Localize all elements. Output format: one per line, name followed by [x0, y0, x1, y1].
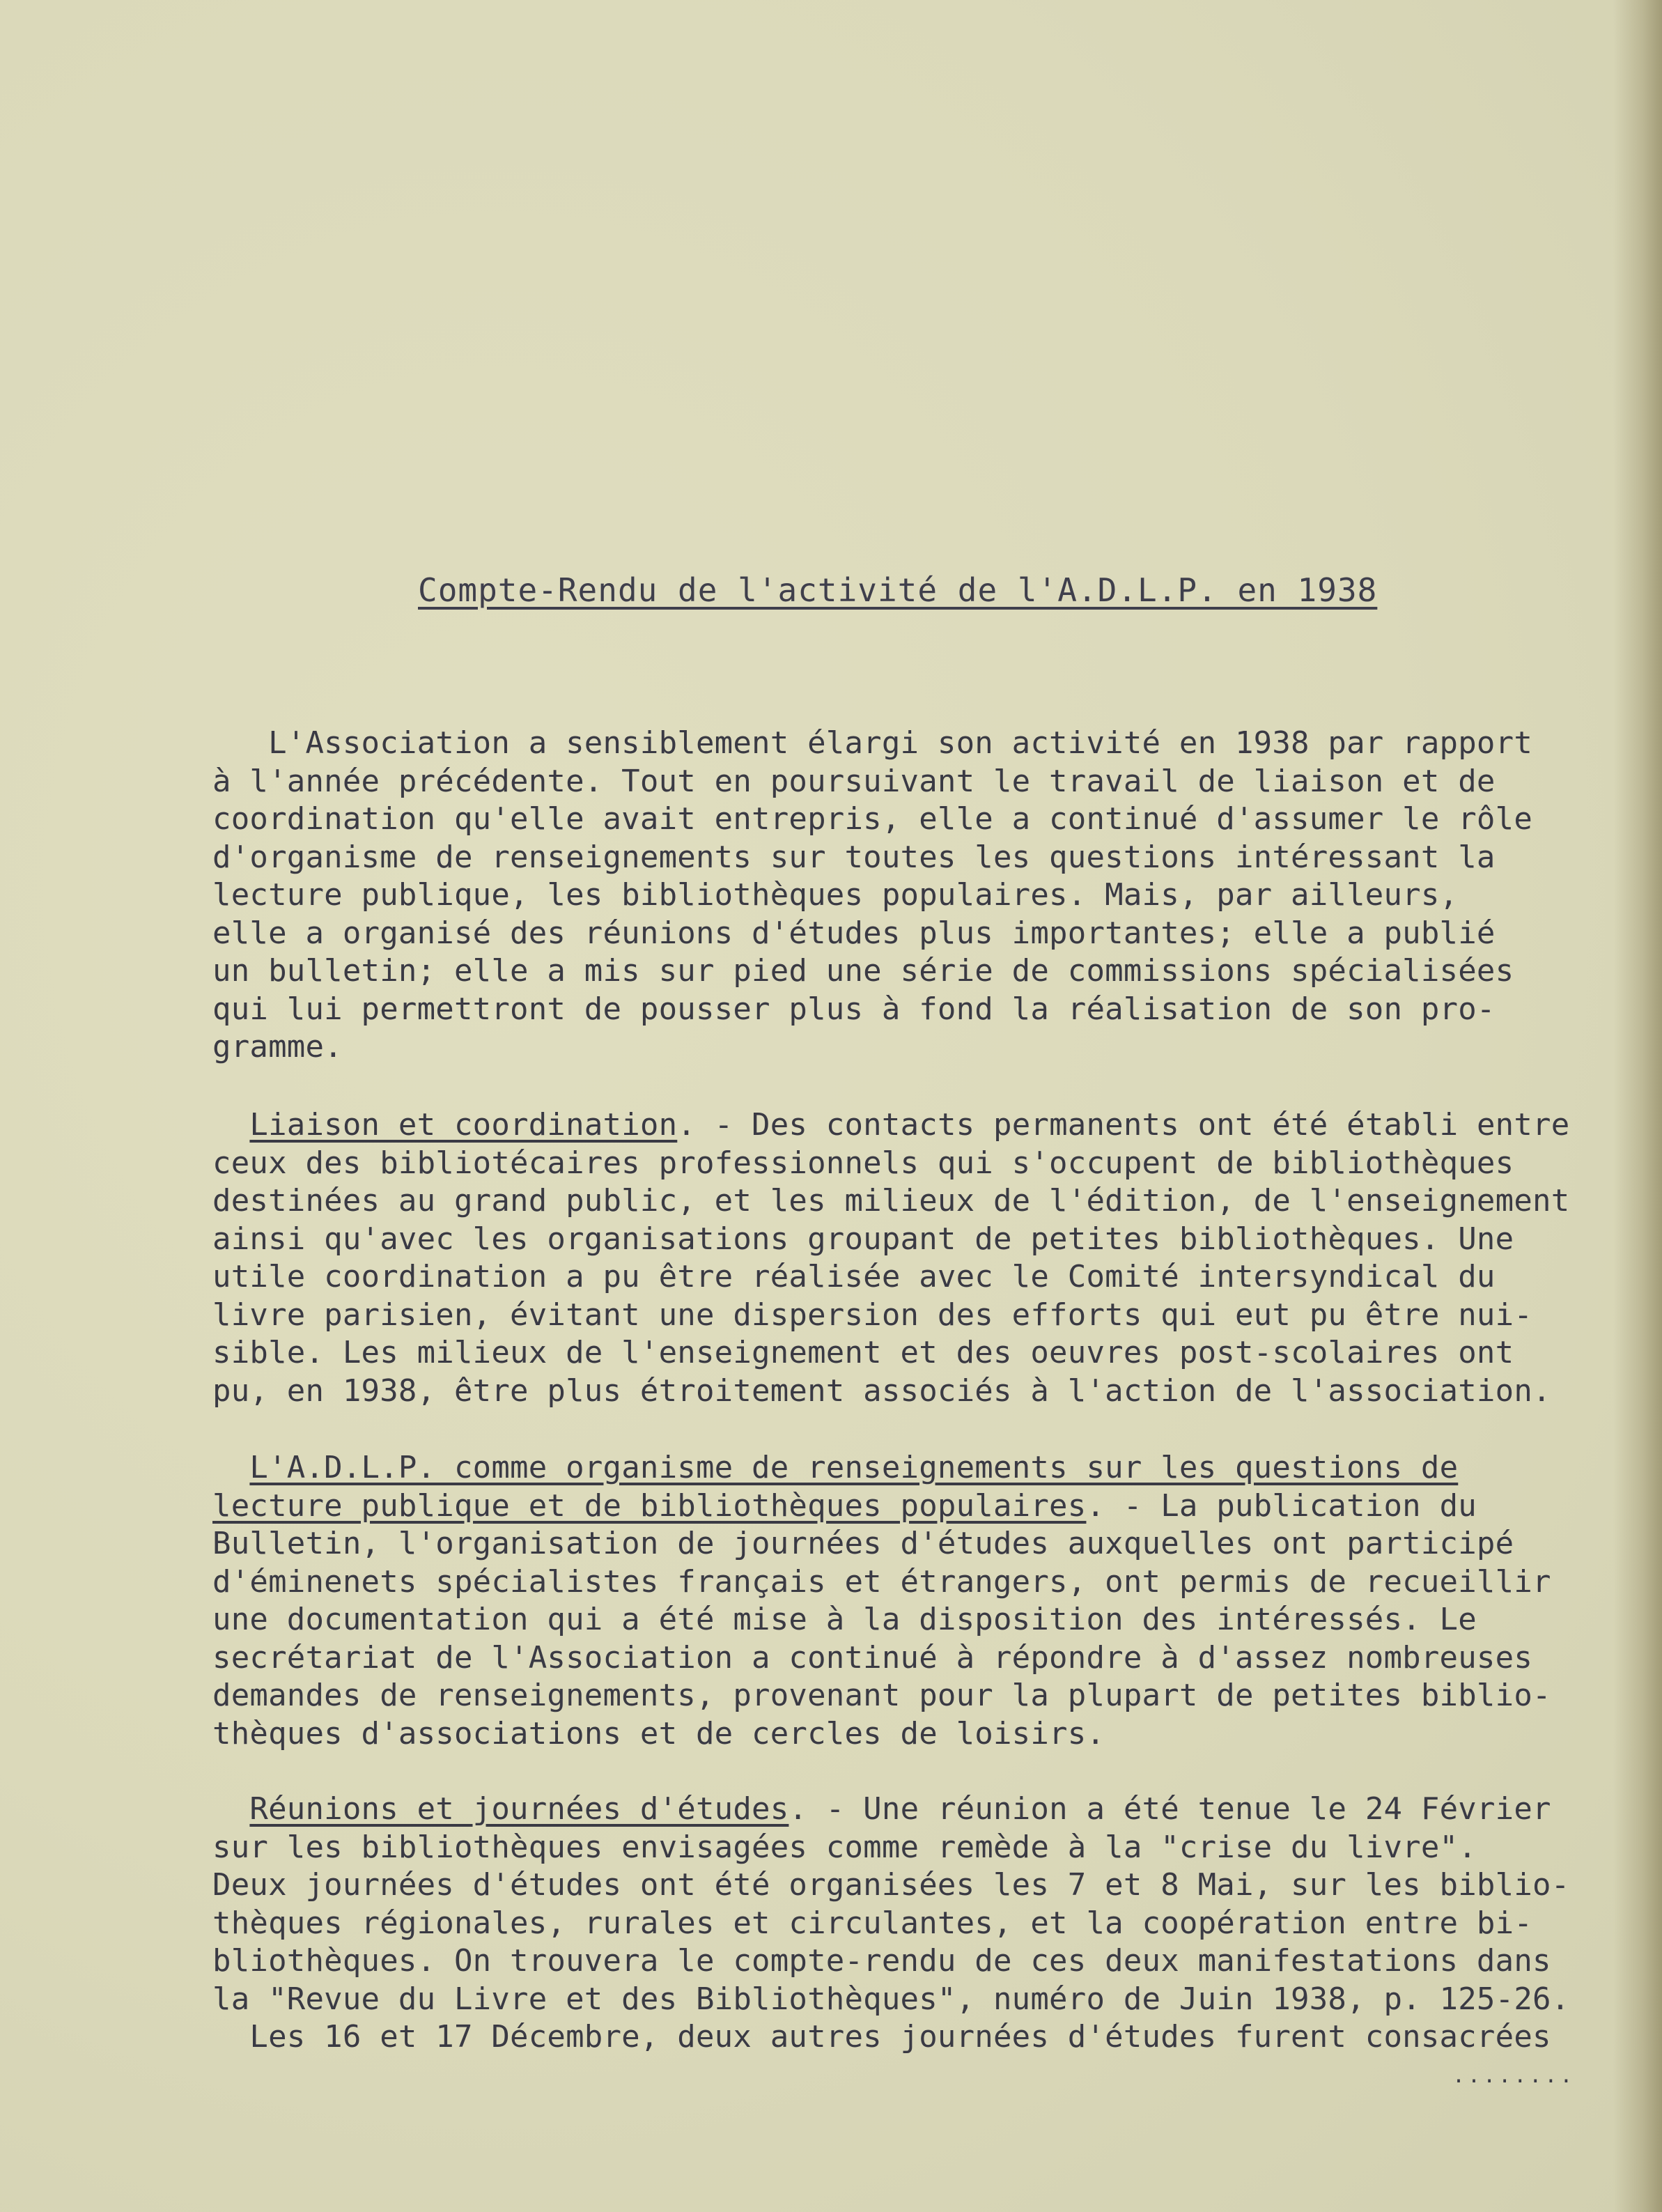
text-line: pu, en 1938, être plus étroitement associés à l'action de l'association.: [212, 1372, 1551, 1409]
paragraph-intro: [212, 725, 1532, 1067]
text-line: gramme.: [212, 1029, 343, 1065]
text-line: sur les bibliothèques envisagées comme remède à la "crise du livre".: [212, 1829, 1477, 1865]
text-line: lecture publique, les bibliothèques populaires. Mais, par ailleurs,: [212, 877, 1459, 913]
text-line: d'éminenets spécialistes français et étrangers, ont permis de recueillir: [212, 1563, 1551, 1600]
text-line: secrétariat de l'Association a continué à répondre à d'assez nombreuses: [212, 1639, 1533, 1676]
paragraph-reunions: [212, 1791, 1569, 2057]
text-line: . - La publication du: [1086, 1487, 1477, 1524]
document-title: Compte-Rendu de l'activité de l'A.D.L.P. en 1938: [418, 571, 1378, 609]
text-line: L'Association a sensiblement élargi son activité en 1938 par rapport: [212, 725, 1533, 761]
section-heading-liaison: Liaison et coordination: [249, 1107, 678, 1143]
text-line: coordination qu'elle avait entrepris, elle a continué d'assumer le rôle: [212, 801, 1533, 837]
text-line: demandes de renseignements, provenant pour la plupart de petites biblio-: [212, 1678, 1551, 1713]
text-line: Deux journées d'études ont été organisées les 7 et 8 Mai, sur les biblio-: [212, 1867, 1570, 1903]
paragraph-liaison: [212, 1106, 1569, 1410]
section-heading-reunions: Réunions et journées d'études: [249, 1791, 789, 1827]
text-line: sible. Les milieux de l'enseignement et des oeuvres post-scolaires ont: [212, 1335, 1514, 1370]
text-line: qui lui permettront de pousser plus à fond la réalisation de son pro-: [212, 991, 1496, 1027]
text-line: thèques régionales, rurales et circulantes, et la coopération entre bi-: [212, 1905, 1533, 1941]
text-line: livre parisien, évitant une dispersion des efforts qui eut pu être nui-: [212, 1297, 1533, 1333]
section-heading-renseignements-2: lecture publique et de bibliothèques populaires: [212, 1487, 1087, 1524]
page-edge-shadow: [1613, 0, 1662, 2212]
paragraph-renseignements: [212, 1449, 1551, 1753]
text-line: utile coordination a pu être réalisée avec le Comité intersyndical du: [212, 1259, 1496, 1294]
text-line: d'organisme de renseignements sur toutes les questions intéressant la: [212, 839, 1496, 875]
text-line: . - Une réunion a été tenue le 24 Février: [789, 1791, 1551, 1827]
text-line: . - Des contacts permanents ont été établi entre: [677, 1107, 1570, 1143]
text-line: destinées au grand public, et les milieux de l'édition, de l'enseignement: [212, 1183, 1570, 1219]
text-line: Les 16 et 17 Décembre, deux autres journées d'études furent consacrées: [212, 2019, 1551, 2055]
text-line: bliothèques. On trouvera le compte-rendu de ces deux manifestations dans: [212, 1943, 1551, 1979]
text-line: ainsi qu'avec les organisations groupant de petites bibliothèques. Une: [212, 1221, 1514, 1257]
text-line: ceux des bibliotécaires professionnels qui s'occupent de bibliothèques: [212, 1145, 1514, 1181]
text-line: elle a organisé des réunions d'études plus importantes; elle a publié: [212, 915, 1496, 951]
text-line: thèques d'associations et de cercles de loisirs.: [212, 1715, 1105, 1751]
section-heading-renseignements-1: L'A.D.L.P. comme organisme de renseignements sur les questions de: [249, 1450, 1459, 1485]
continuation-mark: ........: [1452, 2064, 1576, 2088]
text-line: à l'année précédente. Tout en poursuivant le travail de liaison et de: [212, 763, 1496, 799]
text-line: la "Revue du Livre et des Bibliothèques", numéro de Juin 1938, p. 125-26.: [212, 1981, 1570, 2017]
text-line: Bulletin, l'organisation de journées d'études auxquelles ont participé: [212, 1526, 1514, 1561]
text-line: un bulletin; elle a mis sur pied une série de commissions spécialisées: [212, 953, 1514, 989]
text-line: une documentation qui a été mise à la disposition des intéressés. Le: [212, 1602, 1477, 1637]
